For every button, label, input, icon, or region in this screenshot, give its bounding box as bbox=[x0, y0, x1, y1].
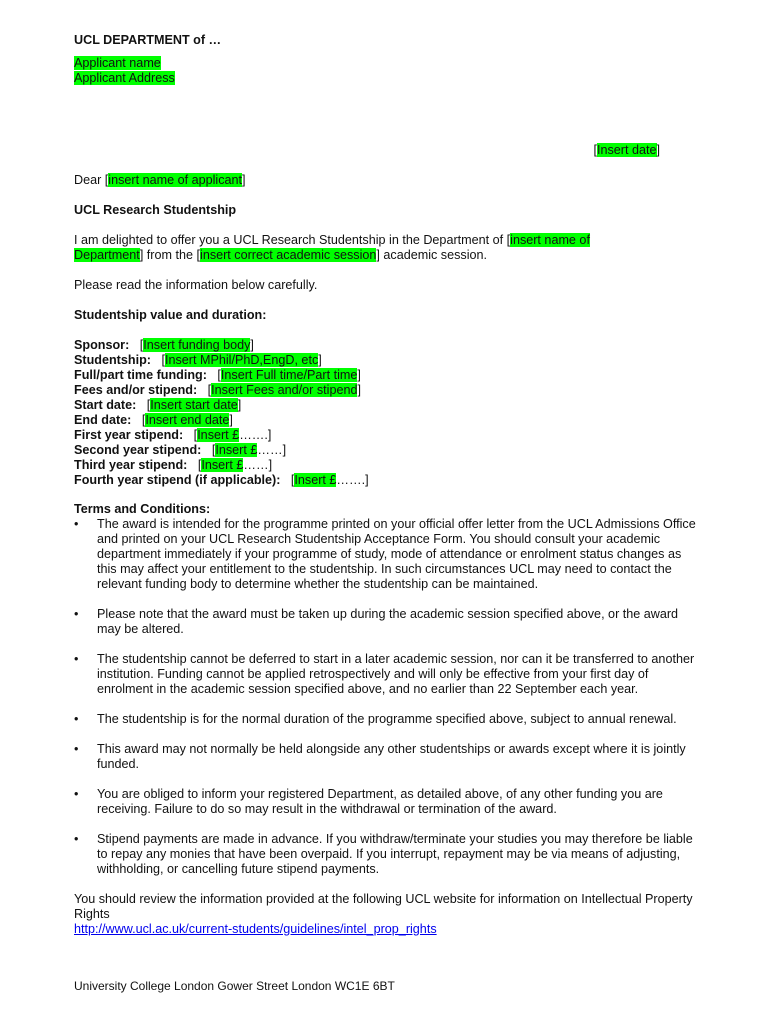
field-row: Fees and/or stipend: [Insert Fees and/or stipend] bbox=[74, 383, 361, 397]
term-text: The award is intended for the programme printed on your official offer letter from the UCL Admissions Office and printed on your UCL Research Studentship Acceptance Form. You should consult your academic department immediately if your programme of study, mode of attendance or enrolment status changes as this may affect your entitlement to the studentship. In such circumstances UCL may need to contact the relevant funding body to determine whether the studentship can be maintained. bbox=[97, 517, 696, 591]
terms-list bbox=[74, 517, 704, 877]
applicant-name bbox=[74, 56, 704, 71]
applicant-name-placeholder: Applicant name bbox=[74, 56, 161, 70]
field-row: Sponsor: [Insert funding body] bbox=[74, 338, 254, 352]
salutation-prefix: Dear bbox=[74, 173, 105, 187]
intro-text-1: I am delighted to offer you a UCL Research Studentship in the Department of [ bbox=[74, 233, 511, 247]
term-item bbox=[74, 607, 704, 637]
field-label: End date: bbox=[74, 413, 132, 427]
term-text: The studentship is for the normal duration of the programme specified above, subject to annual renewal. bbox=[97, 712, 677, 726]
field-label: Studentship: bbox=[74, 353, 151, 367]
field-placeholder: Insert funding body bbox=[143, 338, 251, 352]
department-heading: UCL DEPARTMENT of … bbox=[74, 33, 222, 47]
bullet-icon: • bbox=[74, 832, 79, 846]
bullet-icon: • bbox=[74, 652, 79, 666]
salutation: Dear [insert name of applicant] bbox=[74, 173, 246, 187]
field-placeholder: Insert MPhil/PhD,EngD, etc bbox=[164, 353, 319, 367]
field-row: Full/part time funding: [Insert Full time/Part time] bbox=[74, 368, 361, 382]
field-placeholder: Insert Full time/Part time bbox=[220, 368, 358, 382]
term-item bbox=[74, 712, 704, 727]
department-placeholder-1: insert name of bbox=[510, 233, 590, 247]
field-label: Full/part time funding: bbox=[74, 368, 207, 382]
term-text: Stipend payments are made in advance. If you withdraw/terminate your studies you may therefore be liable to repay any monies that have been overpaid. If you interrupt, repayment may be via means of adjusting, withholding, or cancelling future stipend payments. bbox=[97, 832, 693, 876]
field-label: Third year stipend: bbox=[74, 458, 188, 472]
department-placeholder-2: Department bbox=[74, 248, 140, 262]
term-item bbox=[74, 742, 704, 772]
bullet-icon: • bbox=[74, 742, 79, 756]
bullet-icon: • bbox=[74, 712, 79, 726]
ip-link[interactable]: http://www.ucl.ac.uk/current-students/guidelines/intel_prop_rights bbox=[74, 922, 437, 936]
field-label: Fourth year stipend (if applicable): bbox=[74, 473, 281, 487]
read-info: Please read the information below carefully. bbox=[74, 278, 318, 292]
field-row: Studentship: [Insert MPhil/PhD,EngD, etc] bbox=[74, 353, 322, 367]
field-row: Second year stipend: [Insert £……] bbox=[74, 443, 287, 457]
applicant-address bbox=[74, 71, 704, 86]
term-text: The studentship cannot be deferred to start in a later academic session, nor can it be transferred to another institution. Funding cannot be applied retrospectively and will only be effective from your first day of enrolment in the academic session specified above, and no earlier than 22 September each year. bbox=[97, 652, 695, 696]
field-label: Start date: bbox=[74, 398, 137, 412]
term-item bbox=[74, 787, 704, 817]
field-label: Second year stipend: bbox=[74, 443, 202, 457]
date-line: [Insert date] bbox=[593, 143, 660, 157]
field-placeholder: Insert start date bbox=[150, 398, 238, 412]
ip-text: You should review the information provided at the following UCL website for information on Intellectual Property Rights bbox=[74, 892, 693, 921]
field-placeholder: Insert £ bbox=[201, 458, 244, 472]
intro-text-3: ] academic session. bbox=[376, 248, 488, 262]
field-placeholder: Insert £ bbox=[197, 428, 240, 442]
field-suffix: …… bbox=[243, 458, 269, 472]
term-text: Please note that the award must be taken up during the academic session specified above, or the award may be altered. bbox=[97, 607, 679, 636]
field-placeholder: Insert end date bbox=[145, 413, 230, 427]
intro-text-2: ] from the [ bbox=[139, 248, 201, 262]
studentship-fields bbox=[74, 338, 704, 488]
bullet-icon: • bbox=[74, 787, 79, 801]
footer-address: University College London Gower Street London WC1E 6BT bbox=[74, 979, 395, 993]
term-text: This award may not normally be held alongside any other studentships or awards except where it is jointly funded. bbox=[97, 742, 686, 771]
letter-body bbox=[74, 33, 704, 937]
bullet-icon: • bbox=[74, 517, 79, 531]
term-item bbox=[74, 652, 704, 697]
letter-title: UCL Research Studentship bbox=[74, 203, 237, 217]
field-suffix: ……. bbox=[239, 428, 268, 442]
ip-link-line bbox=[74, 922, 704, 937]
field-row: Third year stipend: [Insert £……] bbox=[74, 458, 273, 472]
applicant-address-placeholder: Applicant Address bbox=[74, 71, 175, 85]
field-suffix: …… bbox=[257, 443, 283, 457]
field-label: Fees and/or stipend: bbox=[74, 383, 198, 397]
terms-heading: Terms and Conditions: bbox=[74, 502, 211, 516]
term-text: You are obliged to inform your registered Department, as detailed above, of any other funding you are receiving. Failure to do so may result in the withdrawal or termination of the award. bbox=[97, 787, 663, 816]
field-label: First year stipend: bbox=[74, 428, 184, 442]
field-suffix: ……. bbox=[336, 473, 366, 487]
field-placeholder: Insert £ bbox=[215, 443, 258, 457]
session-placeholder: insert correct academic session bbox=[200, 248, 377, 262]
value-heading: Studentship value and duration: bbox=[74, 308, 267, 322]
field-row: Fourth year stipend (if applicable): [Insert £…….] bbox=[74, 473, 369, 487]
field-placeholder: Insert Fees and/or stipend bbox=[211, 383, 358, 397]
field-row: End date: [Insert end date] bbox=[74, 413, 233, 427]
intro-paragraph bbox=[74, 233, 704, 263]
term-item bbox=[74, 517, 704, 592]
term-item bbox=[74, 832, 704, 877]
bullet-icon: • bbox=[74, 607, 79, 621]
field-row: First year stipend: [Insert £…….] bbox=[74, 428, 272, 442]
field-row: Start date: [Insert start date] bbox=[74, 398, 242, 412]
date-placeholder: Insert date bbox=[596, 143, 657, 157]
field-label: Sponsor: bbox=[74, 338, 130, 352]
field-placeholder: Insert £ bbox=[294, 473, 337, 487]
applicant-name-field: insert name of applicant bbox=[108, 173, 243, 187]
